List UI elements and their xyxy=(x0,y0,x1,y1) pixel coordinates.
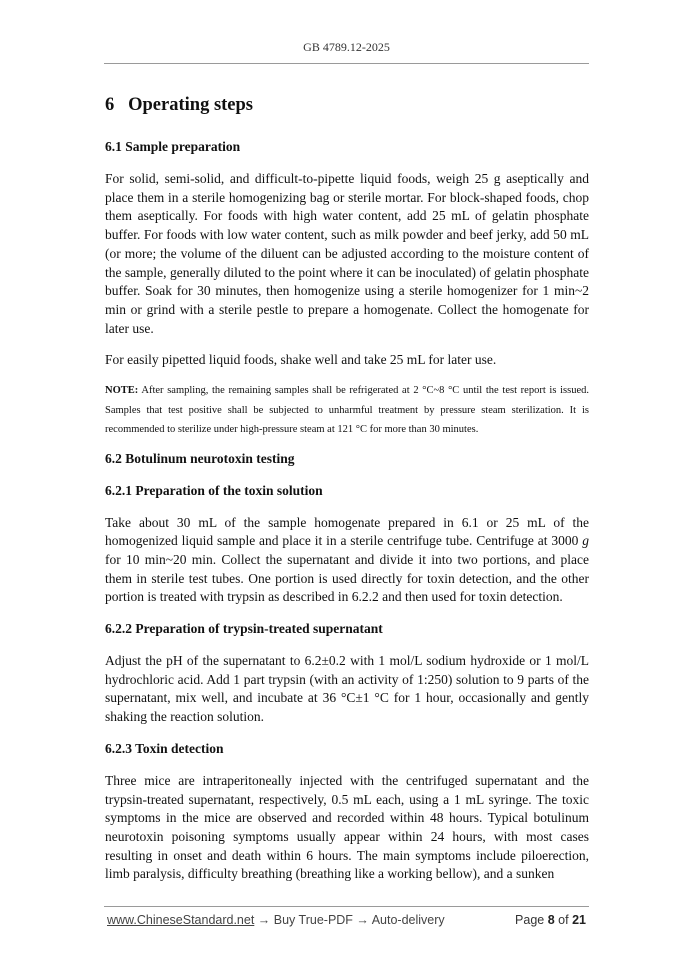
page-current: 8 xyxy=(547,913,555,927)
note xyxy=(105,381,589,440)
text-6-2-1-b: for 10 min~20 min. Collect the supernatant and divide it into two portions, and place them in sterile test tubes. One portion is used directly for toxin detection, and the other portion is treated with trypsin as described in 6.2.2 and then used for toxin detection. xyxy=(105,551,589,605)
note-label: NOTE: xyxy=(105,385,139,397)
note-text: After sampling, the remaining samples shall be refrigerated at 2 °C~8 °C until the test report is issued. Samples that test positive shall be subjected to unharmful treatment by pressure steam sterilization. It is recommended to sterilize under high-pressure steam at 121 °C for more than 30 minutes. xyxy=(105,385,589,436)
header-rule xyxy=(104,63,589,64)
page-footer xyxy=(107,913,586,927)
paragraph-6-1-solid: For solid, semi-solid, and difficult-to-pipette liquid foods, weigh 25 g aseptically and place them in a sterile homogenizing bag or sterile mortar. For block-shaped foods, chop them aseptically. For foods with high water content, add 25 mL of gelatin phosphate buffer. For foods with low water content, such as milk powder and beef jerky, add 50 mL (or more; the volume of the diluent can be adjusted according to the moisture content of the sample, generally diluted to the point where it can be inoculated) of gelatin phosphate buffer. Soak for 30 minutes, then homogenize using a sterile homogenizer for 1 min~2 min or grind with a sterile pestle to prepare a homogenate. Collect the homogenate for later use. xyxy=(105,171,589,336)
section-number: 6 xyxy=(105,95,115,115)
heading-6-1: 6.1 Sample preparation xyxy=(105,139,241,154)
section-title-text: Operating steps xyxy=(128,95,253,115)
paragraph-6-1-liquid: For easily pipetted liquid foods, shake well and take 25 mL for later use. xyxy=(105,352,497,368)
page-number xyxy=(515,913,586,927)
heading-6-2-1: 6.2.1 Preparation of the toxin solution xyxy=(105,482,323,498)
of-word: of xyxy=(558,913,569,927)
heading-6-2: 6.2 Botulinum neurotoxin testing xyxy=(105,450,295,466)
document-body xyxy=(105,92,589,897)
page-total: 21 xyxy=(572,913,586,927)
heading-6-2-2: 6.2.2 Preparation of trypsin-treated supernatant xyxy=(105,621,383,637)
paragraph-6-2-2: Adjust the pH of the supernatant to 6.2±0.2 with 1 mol/L sodium hydroxide or 1 mol/L hydrochloric acid. Add 1 part trypsin (with an activity of 1:250) solution to 9 parts of the supernatant, mix well, and incubate at 36 °C±1 °C for 1 hour, occasionally and gently shaking the reaction solution. xyxy=(105,653,589,725)
site-link[interactable]: www.ChineseStandard.net xyxy=(107,913,255,927)
page-header: GB 4789.12-2025 xyxy=(303,40,390,54)
paragraph-6-2-3: Three mice are intraperitoneally injected with the centrifuged supernatant and the trypsin-treated supernatant, respectively, 0.5 mL each, using a 1 mL syringe. The toxic symptoms in the mice are observed and recorded within 48 hours. Typical botulinum neurotoxin poisoning symptoms usually appear within 24 hours, with most cases resulting in onset and death within 6 hours. The main symptoms include piloerection, limb paralysis, difficulty breathing (breathing like a working bellow), and a sunken xyxy=(105,772,589,882)
text-6-2-1-g: g xyxy=(582,533,589,549)
footer-links: → Buy True-PDF → Auto-delivery xyxy=(254,913,445,927)
heading-6-2-3: 6.2.3 Toxin detection xyxy=(105,740,224,756)
text-6-2-1-a: Take about 30 mL of the sample homogenate prepared in 6.1 or 25 mL of the homogenized liquid sample and place it in a sterile centrifuge tube. Centrifuge at 3000 xyxy=(105,514,589,549)
page-word: Page xyxy=(515,913,545,927)
section-title xyxy=(105,92,589,118)
footer-rule xyxy=(104,906,589,907)
paragraph-6-2-1 xyxy=(105,514,589,608)
